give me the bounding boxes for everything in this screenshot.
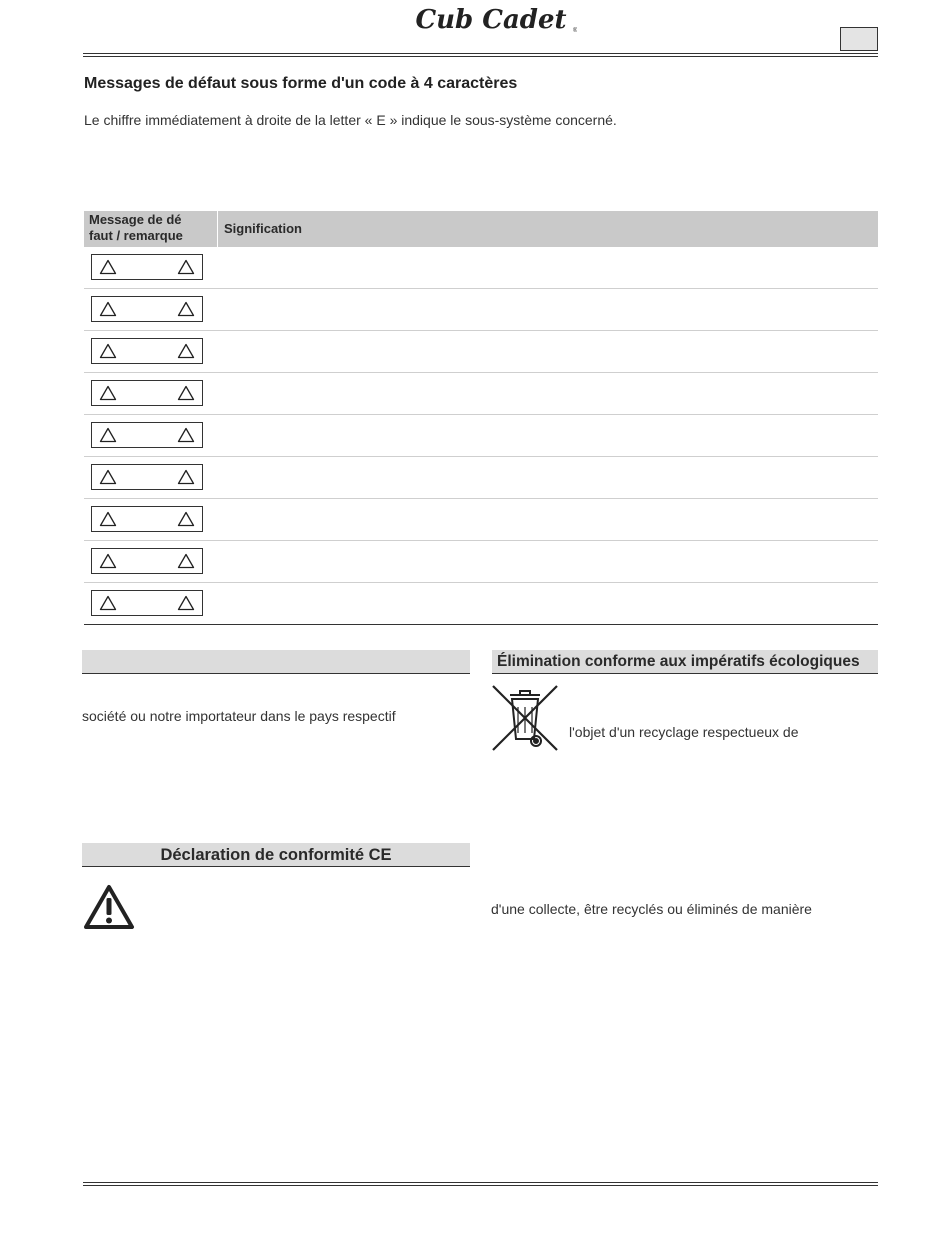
brand-text: Cub Cadet	[415, 5, 567, 35]
warning-triangle-icon	[99, 469, 117, 485]
fault-code-box	[91, 548, 203, 574]
fault-code-box	[91, 296, 203, 322]
svg-text:®: ®	[573, 28, 577, 34]
warning-triangle-icon	[99, 553, 117, 569]
header-rule	[83, 53, 878, 54]
warning-triangle-icon	[177, 385, 195, 401]
warning-triangle-icon	[177, 427, 195, 443]
warning-triangle-icon	[177, 553, 195, 569]
warning-triangle-icon	[99, 343, 117, 359]
fault-code-box	[91, 338, 203, 364]
column-header-message-line2: faut / remarque	[89, 228, 183, 243]
left-section-text: société ou notre importateur dans le pays respectif	[82, 708, 396, 724]
warning-triangle-icon	[83, 884, 135, 930]
warning-triangle-icon	[99, 595, 117, 611]
table-row	[84, 457, 878, 499]
fault-code-box	[91, 506, 203, 532]
table-row	[84, 415, 878, 457]
warning-triangle-icon	[177, 595, 195, 611]
page-number-box	[840, 27, 878, 51]
table-header	[84, 211, 878, 247]
column-header-signification: Signification	[224, 221, 302, 236]
table-row	[84, 373, 878, 415]
header-rule-second	[83, 56, 878, 57]
warning-triangle-icon	[177, 301, 195, 317]
disposal-section-header: Élimination conforme aux impératifs écologiques	[492, 650, 878, 674]
warning-triangle-icon	[177, 511, 195, 527]
warning-triangle-icon	[99, 511, 117, 527]
warning-triangle-icon	[99, 385, 117, 401]
crossed-out-bin-icon	[490, 683, 560, 753]
collect-text: d'une collecte, être recyclés ou éliminés de manière	[491, 901, 812, 917]
warning-triangle-icon	[99, 427, 117, 443]
table-row	[84, 541, 878, 583]
fault-section-title: Messages de défaut sous forme d'un code à 4 caractères	[84, 75, 518, 92]
warning-triangle-icon	[177, 343, 195, 359]
warning-triangle-icon	[177, 469, 195, 485]
fault-code-box	[91, 422, 203, 448]
fault-code-table	[84, 211, 878, 625]
table-row	[84, 331, 878, 373]
ce-declaration-header: Déclaration de conformité CE	[82, 843, 470, 867]
fault-section-description: Le chiffre immédiatement à droite de la letter « E » indique le sous-système concerné.	[84, 112, 617, 128]
fault-code-box	[91, 464, 203, 490]
table-row	[84, 499, 878, 541]
table-row	[84, 247, 878, 289]
column-header-message	[84, 211, 218, 247]
cub-cadet-logo	[405, 4, 577, 36]
warning-triangle-icon	[177, 259, 195, 275]
fault-code-box	[91, 590, 203, 616]
table-row	[84, 583, 878, 625]
footer-rule	[83, 1182, 878, 1183]
table-body	[84, 247, 878, 625]
warning-triangle-icon	[99, 301, 117, 317]
column-header-message-line1: Message de dé	[89, 212, 182, 227]
left-section-header	[82, 650, 470, 674]
warning-triangle-icon	[99, 259, 117, 275]
table-row	[84, 289, 878, 331]
footer-rule-second	[83, 1185, 878, 1186]
fault-code-box	[91, 380, 203, 406]
fault-code-box	[91, 254, 203, 280]
recycle-text: l'objet d'un recyclage respectueux de	[569, 724, 799, 740]
